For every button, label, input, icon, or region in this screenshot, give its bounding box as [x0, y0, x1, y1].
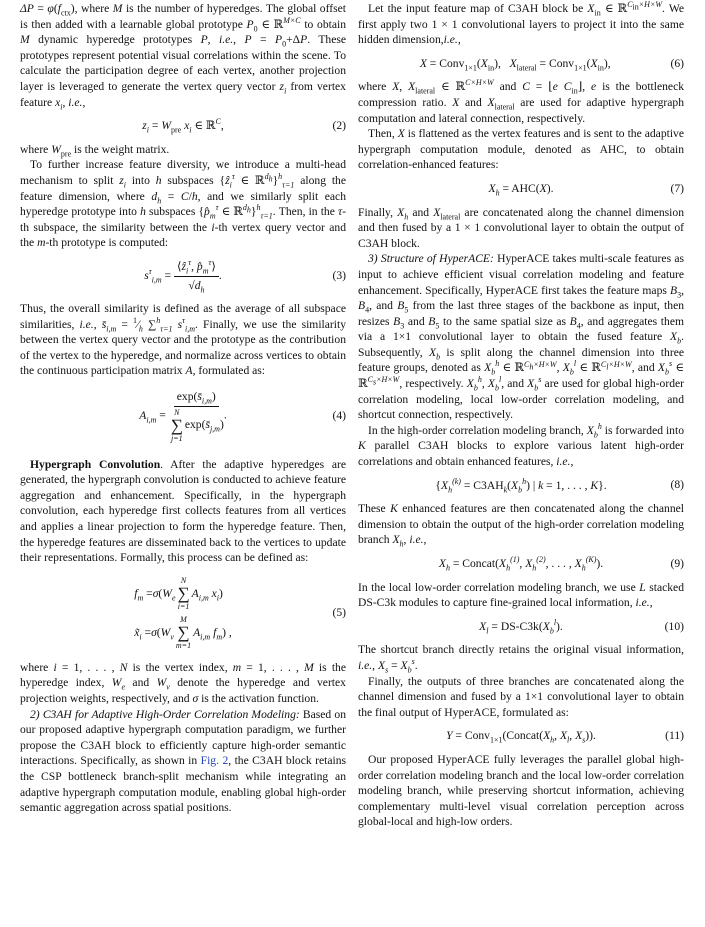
paragraph: Finally, the outputs of three branches are concatenated along the channel dimension and fused by a 1×1 convolutional layer to obtain the final output of HyperACE, formulated as:: [358, 674, 684, 719]
paragraph: Let the input feature map of C3AH block be $X_{in}$ ∈ ℝ$^{C_{in}\times H\times W}$. We first apply two 1 × 1 convolutional layers to project it into the same hidden dimension,i.e.,: [358, 0, 685, 47]
paragraph: To further increase feature diversity, we introduce a multi-head mechanism to split $z_i$ into h subspaces {ẑ$_i^\tau$ ∈ ℝ$^{d_h}$}$^h_{\tau=1}$ along the feature dimension, where $d_h = C/h$, and we similarly split each hyperedge prototype into h subspaces {$p̂_m^\tau$ ∈ ℝ$^{d_h}$}$^h_{\tau=1}$. Then, in the τ-th subspace, the similarity between the i-th vertex query vector and the m-th prototype is computed:: [20, 158, 347, 250]
paragraph: where X, $X_{lateral}$ ∈ ℝ$^{C\times H\times W}$ and C = ⌊e $C_{in}⌋$, e is the bottleneck compression ratio. X and $X_{lateral}$ are used for adaptive hypergraph computation and lateral connection, respectively.: [358, 78, 685, 125]
equation-2: $z_i = W_{pre}$ $x_i$ ∈ ℝ$^C$, (2): [142, 117, 346, 135]
paragraph: where i = 1, . . . , N is the vertex index, m = 1, . . . , M is the hyperedge index, $W_e$ and $W_v$ denote the hyperedge and vertex projection weights, respectively, and σ is the activation function.: [20, 660, 346, 705]
equation-number: (9): [670, 557, 684, 570]
figure-link[interactable]: Fig. 2: [200, 754, 229, 768]
equation-number: (2): [332, 119, 346, 133]
equation-number: (4): [332, 409, 346, 423]
section-heading: Hypergraph Convolution: [30, 457, 161, 471]
equation-9: $X_h$ = $Concat(X_h^{(1)}$, $X_h^{(2)}$, . . . , $X_h^{(K)}$). (9): [438, 555, 684, 573]
equation-6: $X = Conv_{1\times 1}(X_{in})$, $X_{lateral}$ = $Conv_{1\times 1}(X_{in})$, (6): [419, 56, 684, 73]
equation-number: (11): [665, 729, 684, 743]
equation-11: $Y = Conv_{1\times 1}(Concat(X_h$, $X_l$, $X_s$)). (11): [446, 729, 684, 745]
equation-number: (6): [670, 56, 684, 70]
equation-3: $s^\tau_{i,m}$ = $\frac{⟨ẑ_i^\tau, p̂_m^\tau⟩}{√d_h}$ . (3): [144, 258, 346, 294]
paragraph: $\Delta P = \varphi(f_{ctx})$, where M is the number of hyperedges. The global offset is then added with a learnable global prototype $P_0$ ∈ ℝ$^{M\times C}$ to obtain M dynamic hyperedge prototypes P, i.e., $P = P_0+\Delta P$. These prototypes represent potential visual correlations within the scene. To calculate the participation degree of each vertex, another projection layer is leveraged to generate the vertex query vector $z_i$ from vertex feature $x_i$, i.e.,: [20, 2, 347, 111]
left-column: [20, 1, 346, 816]
paragraph: 2) C3AH for Adaptive High-Order Correlation Modeling: Based on our proposed adaptive hypergraph computation paradigm, we further propose the C3AH block to efficiently capture high-order semantic interactions. Specifically, as shown in Fig. 2, the C3AH block retains the CSP bottleneck branch-split mechanism while integrating an adaptive hypergraph computation module, enabling global high-order semantic aggregation across spatial positions.: [20, 707, 346, 815]
equation-10: $X_l = DS-C3k(X_b^l)$. (10): [479, 617, 684, 636]
equation-number: (7): [670, 181, 684, 195]
paragraph: Then, X is flattened as the vertex features and is sent to the adaptive hypergraph computation module, denoted as AHC, to obtain correlation-enhanced features:: [358, 127, 684, 172]
paragraph: Thus, the overall similarity is defined as the average of all subspace similarities, i.e., $s̄_{i,m}$ = $^1⁄_h$ ∑$^h_{\tau=1}$ $s^\tau_{i,m}$. Finally, we use the similarity between the vertex query vector and the prototype as the contribution of the vertex to the hyperedge, and normalize across vertices to obtain the continuous participation matrix A, formulated as:: [20, 302, 347, 378]
paragraph: 3) Structure of HyperACE: HyperACE takes multi-scale features as input to achieve efficient visual correlation modeling and feature enhancement. Specifically, HyperACE first takes the feature maps $B_3$, $B_4$, and $B_5$ from the last three stages of the backbone as input, then resizes $B_3$ and $B_5$ to the same spatial size as $B_4$, and aggregates them via a 1×1 convolutional layer to obtain the fused feature $X_b$. Subsequently, $X_b$ is split along the channel dimension into three feature groups, denoted as $X_b^h$ ∈ ℝ$^{C_h\times H\times W}$, $X_b^l$ ∈ ℝ$^{C_l\times H\times W}$, and $X_b^s$ ∈ ℝ$^{C_s\times H\times W}$, respectively. $X_b^h$, $X_b^l$, and $X_b^s$ are used for global high-order correlation modeling, local low-order correlation modeling, and shortcut connection, respectively.: [358, 252, 685, 422]
equation-4: $A_{i,m}$ = $\exp(s̄_{i,m})$ N ∑ j=1 $\exp(s̄_{j,m})$ . (4): [139, 390, 346, 443]
equation-5: $f_m$ = σ ( $W_e$ N ∑ i=1 $A_{i,m}$ $x_i$ ) $x̃_i$ = σ ( $W_v$ M ∑ m=1 $A_{i,m}$ $f_m$ ) , (5): [134, 575, 346, 650]
paragraph: The shortcut branch directly retains the original visual information, i.e., $X_s = X_b^s$.: [358, 643, 684, 675]
paragraph: These K enhanced features are then concatenated along the channel dimension to obtain the output of the high-order correlation modeling branch $X_h$, i.e.,: [358, 502, 684, 549]
equation-number: (5): [332, 606, 346, 620]
paragraph: Finally, $X_h$ and $X_{lateral}$ are concatenated along the channel dimension and then fused by a 1 × 1 convolutional layer to obtain the output of C3AH block.: [358, 205, 684, 250]
section-heading: 2) C3AH for Adaptive High-Order Correlation Modeling:: [30, 707, 300, 721]
equation-number: (3): [332, 269, 346, 283]
paragraph: In the local low-order correlation modeling branch, we use L stacked DS-C3k modules to capture fine-grained local information, i.e.,: [358, 580, 684, 610]
paragraph: Hypergraph Convolution. After the adaptive hyperedges are generated, the hypergraph convolution is conducted to achieve feature aggregation and enhancement. Specifically, in the hypergraph convolution, each hyperedge first collects features from all vertices and applies a linear projection to form the hyperedge feature. Then, the hyperedge features are disseminated back to the vertices to update their representations. Formally, this process can be defined as:: [20, 457, 347, 565]
equation-number: (8): [670, 478, 684, 492]
paragraph: Our proposed HyperACE fully leverages the parallel global high-order correlation modeling branch and the local low-order correlation modeling branch, while preserving shortcut information, achieving complementary multi-level visual correlation perception across global-local and high-low orders.: [358, 752, 684, 829]
right-column: [358, 1, 684, 830]
equation-8: {$X_h^{(k)} = C3AH_k(X_b^h)$ | k = 1, . . . , K}. (8): [435, 476, 684, 494]
paragraph: where $W_{pre}$ is the weight matrix.: [20, 142, 170, 159]
section-heading: 3) Structure of HyperACE:: [368, 252, 494, 266]
paragraph: In the high-order correlation modeling branch, $X_b^h$ is forwarded into K parallel C3AH blocks to explore various latent high-order correlations and obtain enhanced features, i.e.,: [358, 421, 684, 469]
equation-number: (10): [664, 619, 684, 633]
equation-7: $X_h = AHC(X)$. (7): [488, 181, 684, 198]
